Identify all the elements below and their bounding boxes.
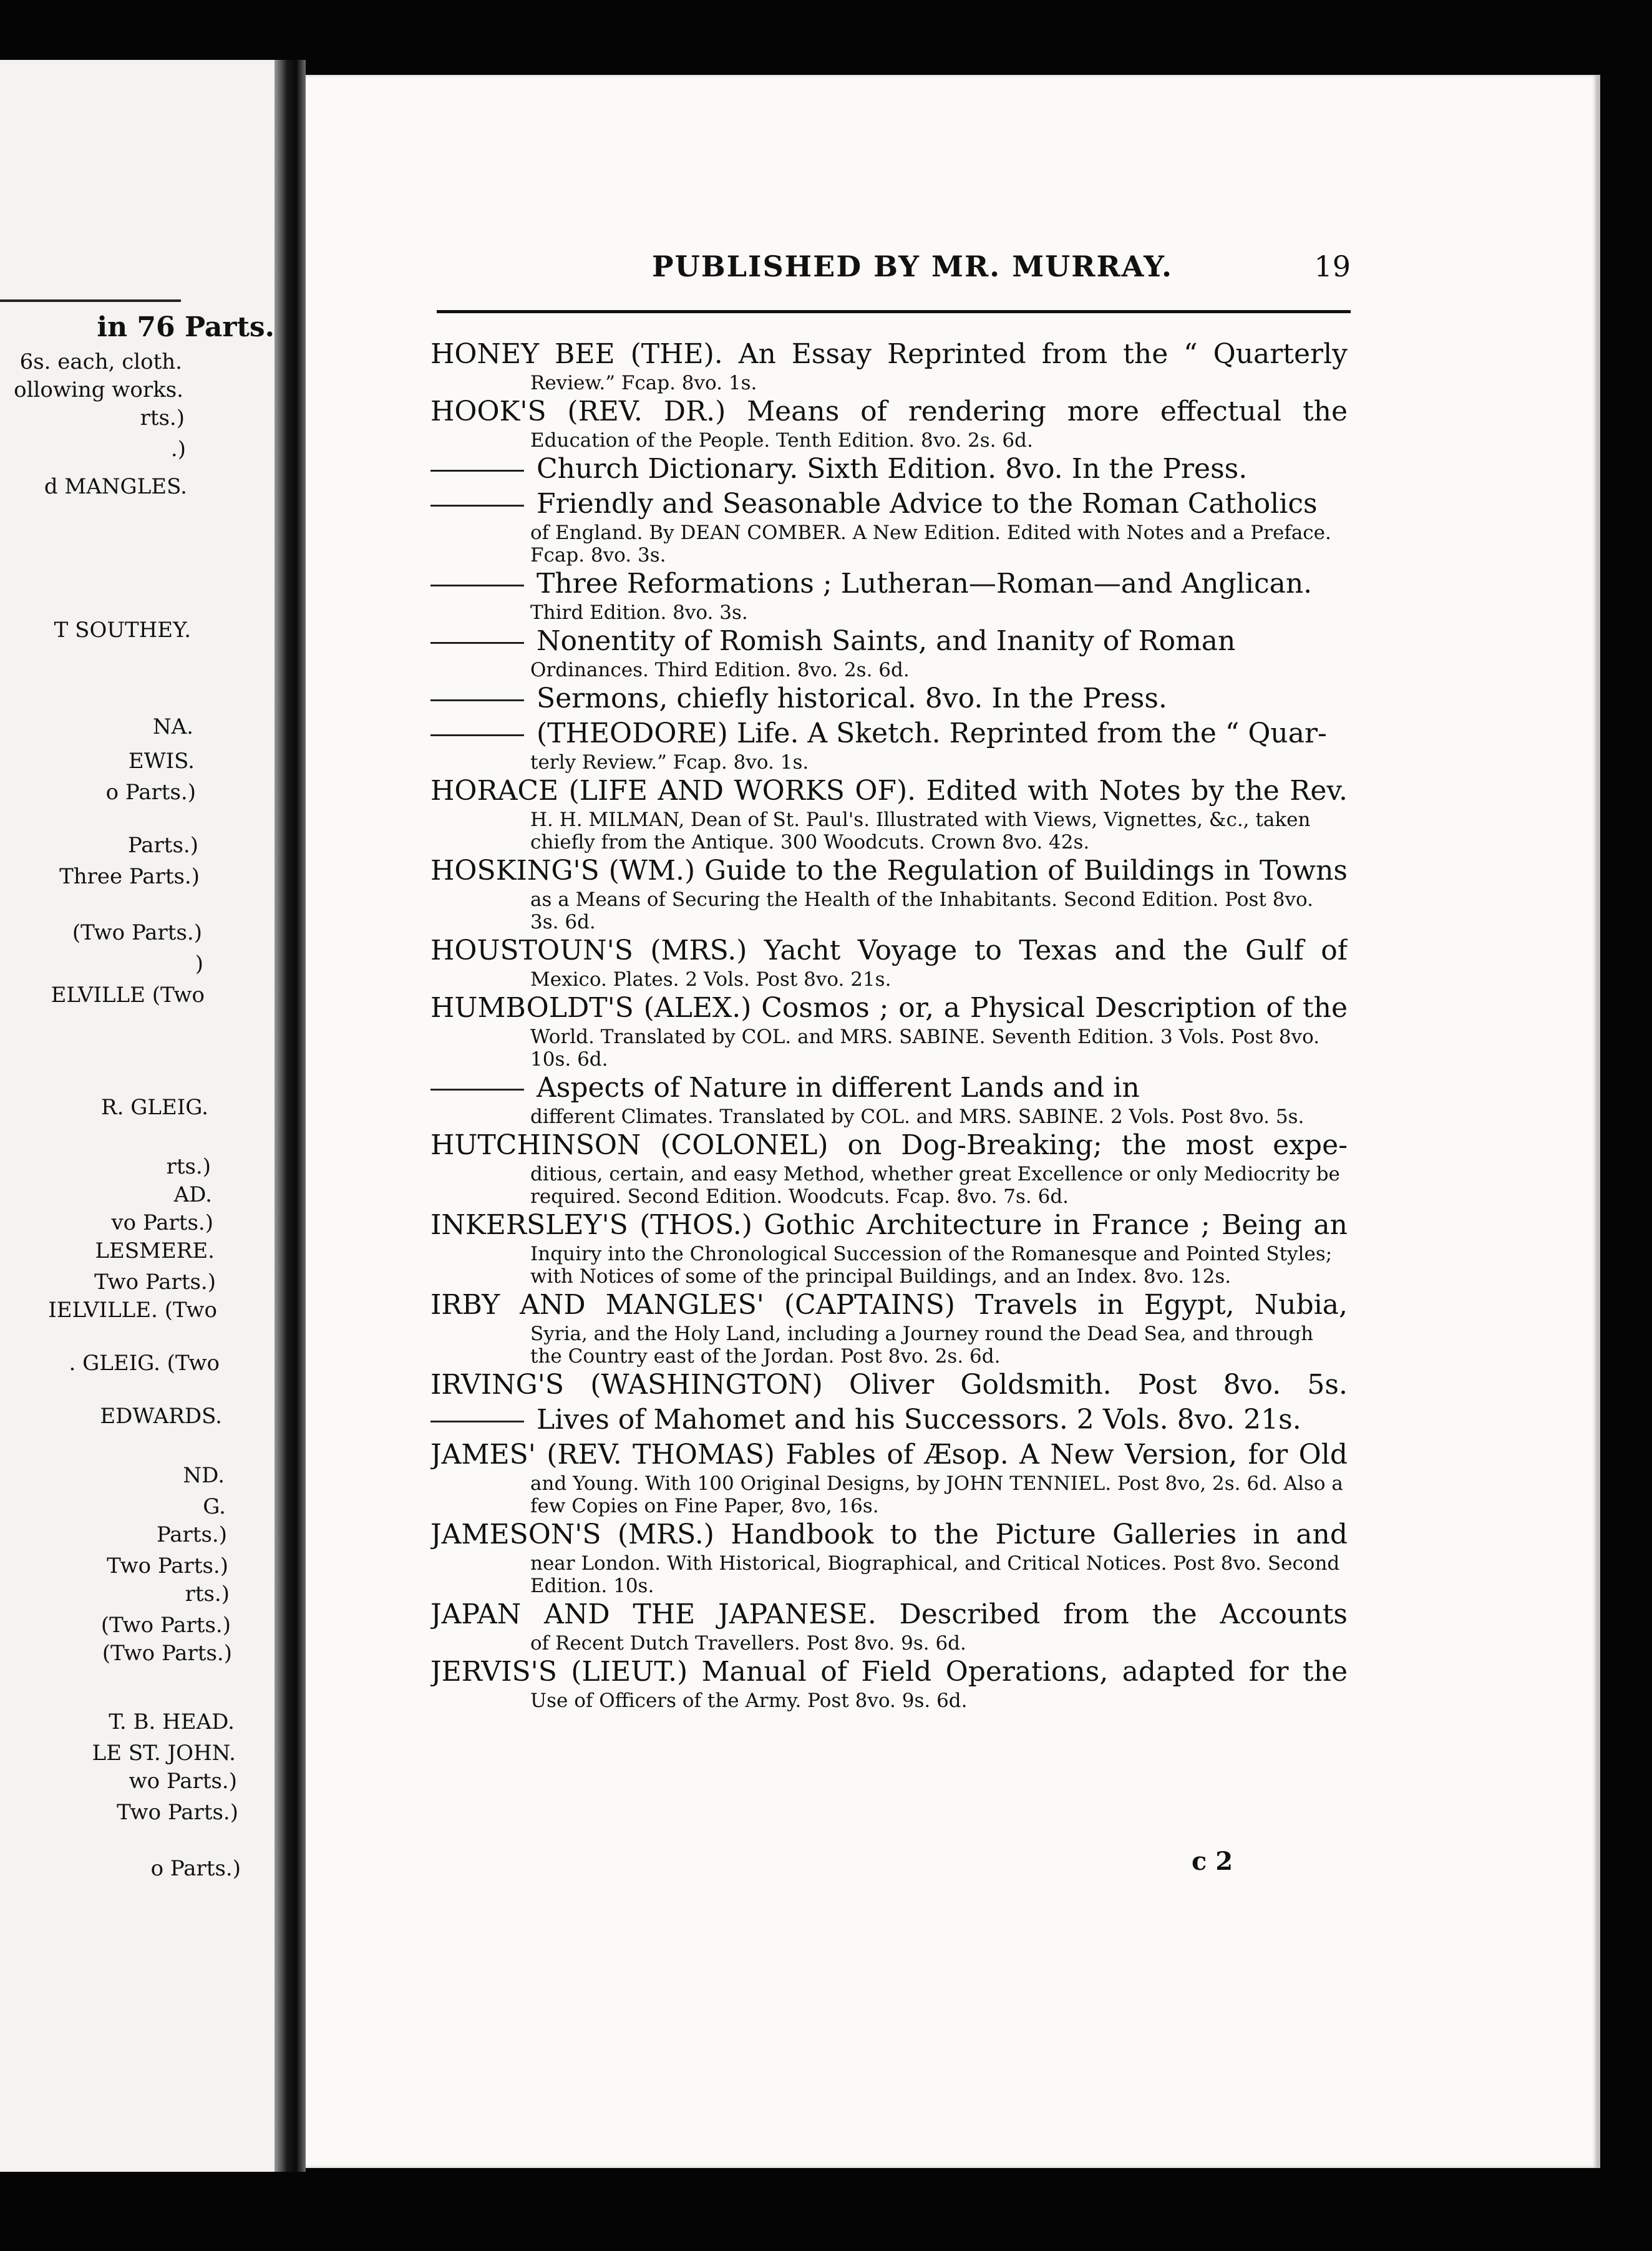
ditto-rule bbox=[430, 470, 524, 472]
catalogue-entry bbox=[430, 1288, 1348, 1368]
facing-page-line: (Two Parts.) bbox=[100, 1613, 231, 1638]
entry-title bbox=[430, 681, 1348, 716]
facing-page-line: T. B. HEAD. bbox=[109, 1709, 235, 1734]
catalogue-entry bbox=[430, 774, 1348, 853]
entry-title bbox=[430, 1288, 1348, 1323]
facing-page-line: ollowing works. bbox=[14, 377, 183, 402]
facing-page-line: o Parts.) bbox=[150, 1856, 241, 1881]
entry-title bbox=[430, 1368, 1348, 1403]
facing-page-line: AD. bbox=[173, 1182, 212, 1207]
catalogue-entry bbox=[430, 933, 1348, 991]
facing-page-line: Three Parts.) bbox=[59, 864, 200, 889]
entry-detail: ditious, certain, and easy Method, whether great Excellence or only Mediocrity be required. Second Edition. Woodcuts. Fcap. 8vo. 7s. 6d. bbox=[530, 1163, 1340, 1208]
entry-title-text: JAPAN AND THE JAPANESE. Described from the Accounts bbox=[430, 1598, 1348, 1630]
entry-title bbox=[430, 487, 1348, 522]
entry-title bbox=[430, 716, 1348, 751]
entry-title-text: Lives of Mahomet and his Successors. 2 Vols. 8vo. 21s. bbox=[537, 1404, 1301, 1436]
entry-detail: and Young. With 100 Original Designs, by JOHN TENNIEL. Post 8vo, 2s. 6d. Also a few Copies on Fine Paper, 8vo, 16s. bbox=[530, 1472, 1343, 1517]
header-rule bbox=[437, 310, 1351, 313]
entry-title-text: HOUSTOUN'S (MRS.) Yacht Voyage to Texas and the Gulf of bbox=[430, 935, 1348, 966]
entry-title bbox=[430, 394, 1348, 429]
signature-mark: c 2 bbox=[1192, 1847, 1233, 1876]
catalogue-entry bbox=[430, 1071, 1348, 1128]
entry-detail: Syria, and the Holy Land, including a Journey round the Dead Sea, and through the Country east of the Jordan. Post 8vo. 2s. 6d. bbox=[530, 1323, 1314, 1368]
book-gutter bbox=[275, 60, 306, 2172]
entry-title bbox=[430, 1128, 1348, 1163]
entry-detail: near London. With Historical, Biographical, and Critical Notices. Post 8vo. Second Edition. 10s. bbox=[530, 1552, 1340, 1597]
entry-title-text: HONEY BEE (THE). An Essay Reprinted from the “ Quarterly bbox=[430, 338, 1348, 370]
entry-title bbox=[430, 1437, 1348, 1472]
facing-page-line: (Two Parts.) bbox=[72, 920, 202, 945]
ditto-rule bbox=[430, 585, 524, 586]
entry-detail: Education of the People. Tenth Edition. 8vo. 2s. 6d. bbox=[530, 429, 1033, 452]
entry-title bbox=[430, 624, 1348, 659]
entry-detail: as a Means of Securing the Health of the Inhabitants. Second Edition. Post 8vo. 3s. 6d. bbox=[530, 888, 1313, 933]
entry-detail: Inquiry into the Chronological Succession of the Romanesque and Pointed Styles; with Notices of some of the principal Buildings, and an Index. 8vo. 12s. bbox=[530, 1243, 1333, 1288]
entry-title bbox=[430, 1208, 1348, 1243]
entry-detail: of Recent Dutch Travellers. Post 8vo. 9s. 6d. bbox=[530, 1632, 966, 1655]
entry-title-text: Sermons, chiefly historical. 8vo. In the Press. bbox=[537, 683, 1167, 714]
facing-page-line: wo Parts.) bbox=[129, 1769, 237, 1794]
catalogue-entry bbox=[430, 716, 1348, 774]
facing-page-line: ELVILLE (Two bbox=[51, 983, 205, 1008]
facing-page-line: 6s. each, cloth. bbox=[19, 349, 182, 374]
facing-page-line: Parts.) bbox=[156, 1522, 227, 1547]
catalogue-entry bbox=[430, 681, 1348, 716]
catalogue-entry bbox=[430, 1368, 1348, 1403]
entry-title-text: Aspects of Nature in different Lands and in bbox=[537, 1072, 1140, 1104]
facing-page-line: rts.) bbox=[140, 406, 185, 430]
facing-page-line: ) bbox=[195, 951, 203, 976]
entry-title-text: IRBY AND MANGLES' (CAPTAINS) Travels in Egypt, Nubia, bbox=[430, 1289, 1348, 1321]
entry-title bbox=[430, 1517, 1348, 1552]
catalogue-entry bbox=[430, 394, 1348, 452]
entry-title-text: INKERSLEY'S (THOS.) Gothic Architecture in France ; Being an bbox=[430, 1209, 1348, 1241]
entry-title-text: JAMESON'S (MRS.) Handbook to the Picture Galleries in and bbox=[430, 1519, 1348, 1550]
facing-page-line: .) bbox=[170, 437, 186, 462]
catalogue-entry bbox=[430, 452, 1348, 487]
entry-detail: different Climates. Translated by COL. and MRS. SABINE. 2 Vols. Post 8vo. 5s. bbox=[530, 1106, 1305, 1128]
facing-page-line: Two Parts.) bbox=[107, 1553, 228, 1578]
catalogue-entry bbox=[430, 1128, 1348, 1208]
entry-title bbox=[430, 1597, 1348, 1632]
entry-title bbox=[430, 853, 1348, 888]
facing-page-line: EDWARDS. bbox=[100, 1404, 222, 1429]
facing-page-line: d MANGLES. bbox=[44, 474, 187, 499]
facing-page-line: R. GLEIG. bbox=[101, 1095, 208, 1120]
entry-detail: Ordinances. Third Edition. 8vo. 2s. 6d. bbox=[530, 659, 910, 681]
entry-title-text: Nonentity of Romish Saints, and Inanity of Roman bbox=[537, 625, 1236, 657]
entry-detail: H. H. MILMAN, Dean of St. Paul's. Illustrated with Views, Vignettes, &c., taken chiefly from the Antique. 300 Woodcuts. Crown 8vo. 42s. bbox=[530, 809, 1311, 853]
facing-page-line: . GLEIG. (Two bbox=[69, 1351, 220, 1376]
catalogue-entry bbox=[430, 1517, 1348, 1597]
entry-title-text: JERVIS'S (LIEUT.) Manual of Field Operations, adapted for the bbox=[430, 1656, 1348, 1688]
facing-page-line: T SOUTHEY. bbox=[54, 618, 191, 643]
running-title: PUBLISHED BY MR. MURRAY. bbox=[652, 250, 1173, 283]
catalogue-entry bbox=[430, 1655, 1348, 1712]
catalogue-entry bbox=[430, 566, 1348, 624]
facing-page-line: NA. bbox=[152, 714, 193, 739]
catalogue-entry bbox=[430, 1208, 1348, 1288]
catalogue-entry bbox=[430, 624, 1348, 681]
entry-detail: of England. By DEAN COMBER. A New Edition. Edited with Notes and a Preface. Fcap. 8vo. 3s. bbox=[530, 522, 1331, 566]
facing-page-line: o Parts.) bbox=[105, 780, 196, 805]
catalogue-entry bbox=[430, 853, 1348, 933]
facing-page-line: Two Parts.) bbox=[94, 1270, 216, 1295]
facing-page-line: rts.) bbox=[185, 1582, 230, 1607]
facing-page-line: IELVILLE. (Two bbox=[48, 1298, 217, 1323]
ditto-rule bbox=[430, 734, 524, 736]
entry-title-text: Church Dictionary. Sixth Edition. 8vo. In the Press. bbox=[537, 453, 1248, 485]
ditto-rule bbox=[430, 699, 524, 701]
facing-page-line: in 76 Parts. bbox=[97, 311, 275, 343]
entry-title-text: Friendly and Seasonable Advice to the Roman Catholics bbox=[537, 488, 1318, 520]
facing-page-line: vo Parts.) bbox=[111, 1210, 213, 1235]
facing-page bbox=[0, 60, 275, 2172]
entry-title-text: HUTCHINSON (COLONEL) on Dog-Breaking; the most expe- bbox=[430, 1129, 1348, 1161]
catalogue-entry bbox=[430, 991, 1348, 1071]
entry-title bbox=[430, 933, 1348, 968]
entry-title-text: IRVING'S (WASHINGTON) Oliver Goldsmith. Post 8vo. 5s. bbox=[430, 1369, 1348, 1401]
entry-title bbox=[430, 452, 1348, 487]
catalogue-entry bbox=[430, 1437, 1348, 1517]
facing-page-line: LESMERE. bbox=[95, 1238, 215, 1263]
entry-title bbox=[430, 1403, 1348, 1437]
catalogue-entry bbox=[430, 1597, 1348, 1655]
entry-title-text: Three Reformations ; Lutheran—Roman—and Anglican. bbox=[537, 568, 1313, 600]
ditto-rule bbox=[430, 1421, 524, 1422]
entry-title-text: HOSKING'S (WM.) Guide to the Regulation of Buildings in Towns bbox=[430, 855, 1348, 887]
ditto-rule bbox=[430, 642, 524, 644]
catalogue-entry bbox=[430, 487, 1348, 566]
ditto-rule bbox=[430, 505, 524, 507]
entry-title bbox=[430, 1655, 1348, 1689]
entry-title bbox=[430, 566, 1348, 601]
entry-title-text: HORACE (LIFE AND WORKS OF). Edited with Notes by the Rev. bbox=[430, 775, 1348, 807]
facing-page-line: Two Parts.) bbox=[117, 1800, 238, 1825]
facing-page-line: Parts.) bbox=[127, 833, 198, 858]
entry-title bbox=[430, 1071, 1348, 1106]
facing-page-rule bbox=[0, 299, 181, 302]
entry-title-text: (THEODORE) Life. A Sketch. Reprinted from the “ Quar- bbox=[537, 717, 1327, 749]
facing-page-line: EWIS. bbox=[128, 749, 195, 774]
entry-detail: Third Edition. 8vo. 3s. bbox=[530, 601, 748, 624]
facing-page-line: (Two Parts.) bbox=[102, 1641, 232, 1666]
facing-page-line: rts.) bbox=[166, 1154, 211, 1179]
entry-title-text: HUMBOLDT'S (ALEX.) Cosmos ; or, a Physical Description of the bbox=[430, 992, 1348, 1024]
entry-detail: Use of Officers of the Army. Post 8vo. 9s. 6d. bbox=[530, 1689, 968, 1712]
entry-title-text: JAMES' (REV. THOMAS) Fables of Æsop. A New Version, for Old bbox=[430, 1439, 1348, 1471]
entry-detail: World. Translated by COL. and MRS. SABINE. Seventh Edition. 3 Vols. Post 8vo. 10s. 6d. bbox=[530, 1026, 1320, 1071]
entry-title-text: HOOK'S (REV. DR.) Means of rendering more effectual the bbox=[430, 396, 1348, 427]
page-header bbox=[340, 250, 1351, 293]
entry-title bbox=[430, 337, 1348, 372]
entry-detail: terly Review.” Fcap. 8vo. 1s. bbox=[530, 751, 809, 774]
catalogue-entries bbox=[430, 337, 1348, 1712]
entry-title bbox=[430, 774, 1348, 809]
entry-detail: Mexico. Plates. 2 Vols. Post 8vo. 21s. bbox=[530, 968, 892, 991]
entry-title bbox=[430, 991, 1348, 1026]
ditto-rule bbox=[430, 1089, 524, 1091]
catalogue-entry bbox=[430, 1403, 1348, 1437]
facing-page-line: ND. bbox=[183, 1463, 225, 1488]
facing-page-line: G. bbox=[203, 1494, 226, 1519]
entry-detail: Review.” Fcap. 8vo. 1s. bbox=[530, 372, 757, 394]
page-number: 19 bbox=[1314, 250, 1351, 283]
catalogue-entry bbox=[430, 337, 1348, 394]
facing-page-line: LE ST. JOHN. bbox=[92, 1741, 236, 1766]
